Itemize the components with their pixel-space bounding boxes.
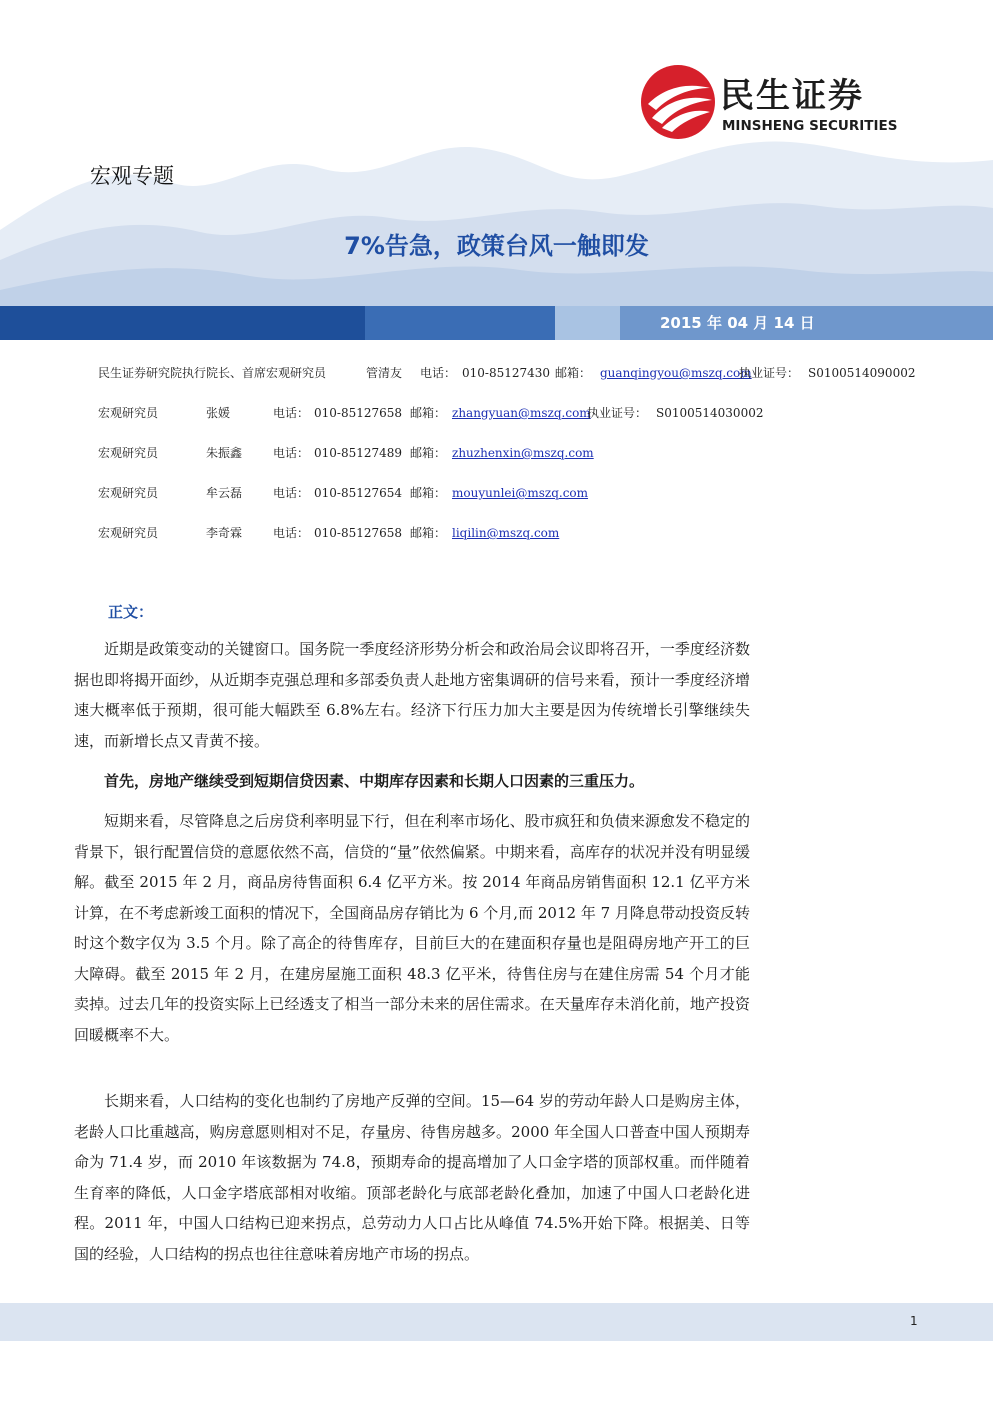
header-color-band	[0, 306, 993, 340]
author-name: 朱振鑫	[206, 446, 243, 460]
phone-label: 电话：	[273, 526, 310, 540]
email-label: 邮箱：	[555, 366, 592, 380]
email-label: 邮箱：	[410, 486, 447, 500]
body-paragraph-3	[74, 806, 750, 1050]
author-phone: 010-85127489	[314, 446, 403, 460]
author-title: 民生证券研究院执行院长、首席宏观研究员	[98, 366, 327, 380]
section-heading: 正文：	[108, 603, 154, 621]
author-email-link[interactable]: liqilin@mszq.com	[452, 526, 560, 540]
author-role: 宏观研究员	[98, 526, 159, 540]
minsheng-securities-logo	[640, 64, 930, 144]
phone-label: 电话：	[273, 406, 310, 420]
author-license: S0100514090002	[808, 366, 916, 380]
paragraph-emphasis: 首先，房地产继续受到短期信贷因素、中期库存因素和长期人口因素的三重压力。	[104, 772, 645, 790]
paragraph-text: 长期来看，人口结构的变化也制约了房地产反弹的空间。15—64 岁的劳动年龄人口是购房主体，老龄人口比重越高，购房意愿则相对不足，存量房、待售房越多。2000 年全国人口普查中国人预期寿命为 71.4 岁，而 2010 年该数据为 74.8，预期寿命的提高增加了人口金字塔的顶部权重。而伴随着生育率的降低，人口金字塔底部相对收缩。顶部老龄化与底部老龄化叠加，加速了中国人口老龄化进程。2011 年，中国人口结构已迎来拐点，总劳动力人口占比从峰值 74.5%开始下降。根据美、日等国的经验，人口结构的拐点也往往意味着房地产市场的拐点。	[74, 1092, 750, 1263]
author-role: 宏观研究员	[98, 406, 159, 420]
author-name: 管清友	[366, 366, 403, 380]
author-license: S0100514030002	[656, 406, 764, 420]
author-name: 牟云磊	[206, 486, 243, 500]
minsheng-logo-icon	[640, 64, 716, 140]
page-number: 1	[910, 1314, 918, 1328]
author-phone: 010-85127658	[314, 406, 403, 420]
author-phone: 010-85127658	[314, 526, 403, 540]
mountain-landscape-background	[0, 120, 993, 320]
email-label: 邮箱：	[410, 526, 447, 540]
paragraph-text: 近期是政策变动的关键窗口。国务院一季度经济形势分析会和政治局会议即将召开，一季度经济数据也即将揭开面纱，从近期李克强总理和多部委负责人赴地方密集调研的信号来看，预计一季度经济增速大概率低于预期，很可能大幅跌至 6.8%左右。经济下行压力加大主要是因为传统增长引擎继续失速，而新增长点又青黄不接。	[74, 640, 750, 750]
author-email-link[interactable]: mouyunlei@mszq.com	[452, 486, 589, 500]
author-role: 宏观研究员	[98, 486, 159, 500]
phone-label: 电话：	[273, 486, 310, 500]
license-label: 执业证号：	[587, 406, 648, 420]
license-label: 执业证号：	[739, 366, 800, 380]
author-name: 张媛	[206, 406, 231, 420]
paragraph-text: 短期来看，尽管降息之后房贷利率明显下行，但在利率市场化、股市疯狂和负债来源愈发不稳定的背景下，银行配置信贷的意愿依然不高，信贷的“量”依然偏紧。中期来看，高库存的状况并没有明显缓解。截至 2015 年 2 月，商品房待售面积 6.4 亿平方米。按 2014 年商品房销售面积 12.1 亿平方米计算，在不考虑新竣工面积的情况下，全国商品房存销比为 6 个月,而 2012 年 7 月降息带动投资反转时这个数字仅为 3.5 个月。除了高企的待售库存，目前巨大的在建面积存量也是阻碍房地产开工的巨大障碍。截至 2015 年 2 月，在建房屋施工面积 48.3 亿平米，待售住房与在建住房需 54 个月才能卖掉。过去几年的投资实际上已经透支了相当一部分未来的居住需求。在天量库存未消化前，地产投资回暖概率不大。	[74, 812, 750, 1044]
author-phone: 010-85127430	[462, 366, 551, 380]
phone-label: 电话：	[420, 366, 457, 380]
body-paragraph-4	[74, 1086, 750, 1269]
footer-band	[0, 1303, 993, 1341]
author-phone: 010-85127654	[314, 486, 403, 500]
author-name: 李奇霖	[206, 526, 243, 540]
author-email-link[interactable]: zhangyuan@mszq.com	[452, 406, 591, 420]
logo-chinese-name: 民生证券	[720, 76, 864, 116]
author-role: 宏观研究员	[98, 446, 159, 460]
logo-english-name: MINSHENG SECURITIES	[722, 118, 898, 134]
phone-label: 电话：	[273, 446, 310, 460]
author-email-link[interactable]: guanqingyou@mszq.com	[600, 366, 752, 380]
report-title: 7%告急，政策台风一触即发	[344, 232, 649, 260]
email-label: 邮箱：	[410, 406, 447, 420]
email-label: 邮箱：	[410, 446, 447, 460]
body-paragraph-1	[74, 634, 750, 756]
body-paragraph-2	[74, 766, 750, 797]
report-category: 宏观专题	[90, 164, 174, 188]
report-date: 2015 年 04 月 14 日	[660, 314, 815, 332]
author-email-link[interactable]: zhuzhenxin@mszq.com	[452, 446, 594, 460]
